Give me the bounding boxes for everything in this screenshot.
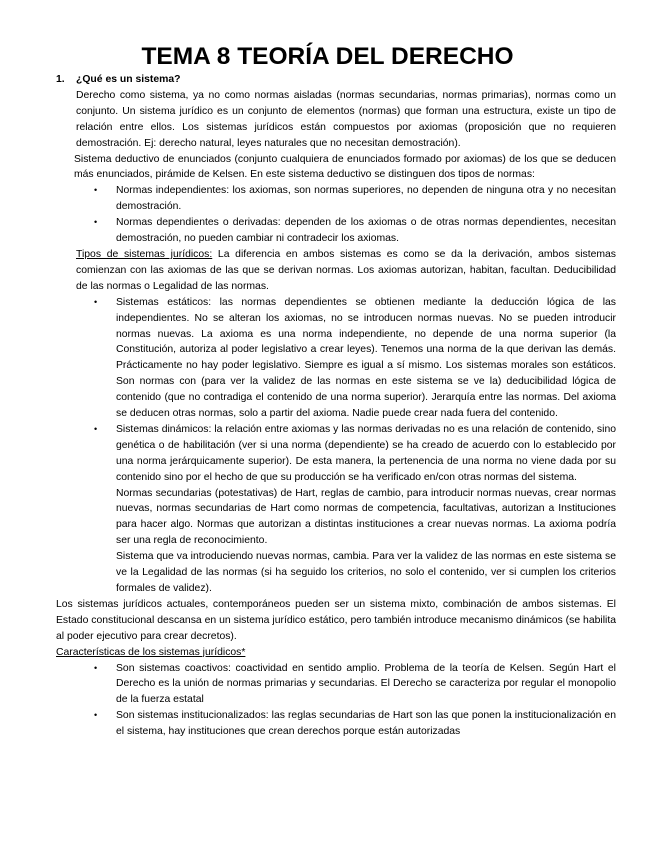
types-paragraph [76, 247, 616, 295]
question-number: 1. [56, 74, 65, 85]
characteristics-heading-text: Características de los sistemas jurídicos* [56, 646, 246, 658]
dynamic-note-hart: Normas secundarias (potestativas) de Hart, reglas de cambio, para introducir normas nuevas, crear normas nuevas, normas secundarias de Hart como normas de competencia, facultativas, autorizan a Instituciones para hacer algo. Normas que autorizan a distintas instituciones a crear nuevas normas. La axioma podría ser una regla de reconocimiento. [116, 487, 616, 547]
list-item-text: Son sistemas institucionalizados: las reglas secundarias de Hart son las que ponen la institucionalización en el sistema, hay instituciones que crean derechos porque están autorizadas [116, 710, 616, 738]
list-item-text: Sistemas dinámicos: la relación entre axiomas y las normas derivadas no es una relación de contenido, sino genética o de habilitación (ver si una norma (dependiente) se ha creado de acuerdo con lo establecido por una norma jerárquicamente superior). De esta manera, la pertenencia de una norma no viene dada por su contenido sino por el hecho de que su producción se ha verificado en/con otras normas del sistema. [116, 423, 616, 483]
list-item-dynamic-systems [94, 422, 616, 486]
bullet-icon: • [94, 217, 98, 228]
intro-paragraph: Derecho como sistema, ya no como normas aisladas (normas secundarias, normas primarias), normas como un conjunto. Un sistema jurídico es un conjunto de elementos (normas) que forman una estructura, existe un tipo de relación entre ellos. Los sistemas jurídicos están compuestos por axiomas (proposición que no requieren demostración. Ej: derecho natural, leyes naturales que no necesitan demostración). [76, 89, 616, 149]
list-item-text: Son sistemas coactivos: coactividad en sentido amplio. Problema de la teoría de Kelsen. Según Hart el Derecho es la unión de normas primarias y secundarias. El Derecho se caracteriza por regular el monopolio de la fuerza estatal [116, 662, 616, 706]
list-item-text: Normas dependientes o derivadas: dependen de los axiomas o de otras normas dependientes, necesitan demostración, no pueden cambiar ni contradecir los axiomas. [116, 217, 616, 245]
list-item-institutionalized [94, 708, 616, 740]
list-item-coactive [94, 661, 616, 709]
dynamic-note-legality: Sistema que va introduciendo nuevas normas, cambia. Para ver la validez de las normas en este sistema se ve la Legalidad de las normas (si ha seguido los criterios, no solo el contenido, ver si cumplen los criterios formales de validez). [116, 551, 616, 594]
list-item-text: Sistemas estáticos: las normas dependientes se obtienen mediante la deducción lógica de las independientes. No se alteran los axiomas, no se introducen normas nuevas. No se pueden introducir normas nuevas. La axioma es una norma independiente, no depende de una norma superior (la Constitución, autoriza al poder legislativo a crear leyes). Tenemos una norma de la que derivan las demás. Prácticamente no hay poder legislativo. Siempre es igual a sí mismo. Los sistemas morales son estáticos. Son normas con (para ver la validez de las normas en este sistema se ve la) deducibilidad lógica de contenido (que no contradiga el contenido de una norma superior). Jerarquía entre las normas. Del axioma se deducen otras normas, solo a partir del axioma. Nadie puede crear nada fuera del contenido. [116, 296, 616, 420]
list-item-norm-dependent [94, 215, 616, 247]
mixed-systems-paragraph: Los sistemas jurídicos actuales, contemporáneos pueden ser un sistema mixto, combinación de ambos sistemas. El Estado constitucional descansa en un sistema jurídico estático, pero también introduce mecanismo dinámicos (se habilita al poder ejecutivo para crear decretos). [56, 598, 616, 642]
list-item-norm-independent [94, 183, 616, 215]
bullet-icon: • [94, 296, 98, 307]
question-text: ¿Qué es un sistema? [76, 74, 181, 85]
list-item-text: Normas independientes: los axiomas, son normas superiores, no dependen de ninguna otra y no necesitan demostración. [116, 185, 616, 213]
types-text: La diferencia en ambos sistemas es como se da la derivación, ambos sistemas comienzan con las axiomas de las que se derivan normas. Los axiomas autorizan, habitan, facultan. Deducibilidad de las normas o Legalidad de las normas. [76, 248, 616, 292]
characteristics-heading [56, 645, 616, 661]
document-title: TEMA 8 TEORÍA DEL DERECHO [141, 43, 514, 70]
types-heading: Tipos de sistemas jurídicos: [76, 248, 213, 260]
bullet-icon: • [94, 710, 98, 721]
document-body [56, 72, 616, 740]
deductive-paragraph: Sistema deductivo de enunciados (conjunto cualquiera de enunciados formado por axiomas) de los que se deducen más enunciados, pirámide de Kelsen. En este sistema deductivo se distinguen dos tipos de normas: [74, 153, 616, 181]
bullet-icon: • [94, 423, 98, 434]
bullet-icon: • [94, 185, 98, 196]
question-heading [56, 72, 616, 88]
list-item-static-systems [94, 295, 616, 422]
bullet-icon: • [94, 662, 98, 673]
